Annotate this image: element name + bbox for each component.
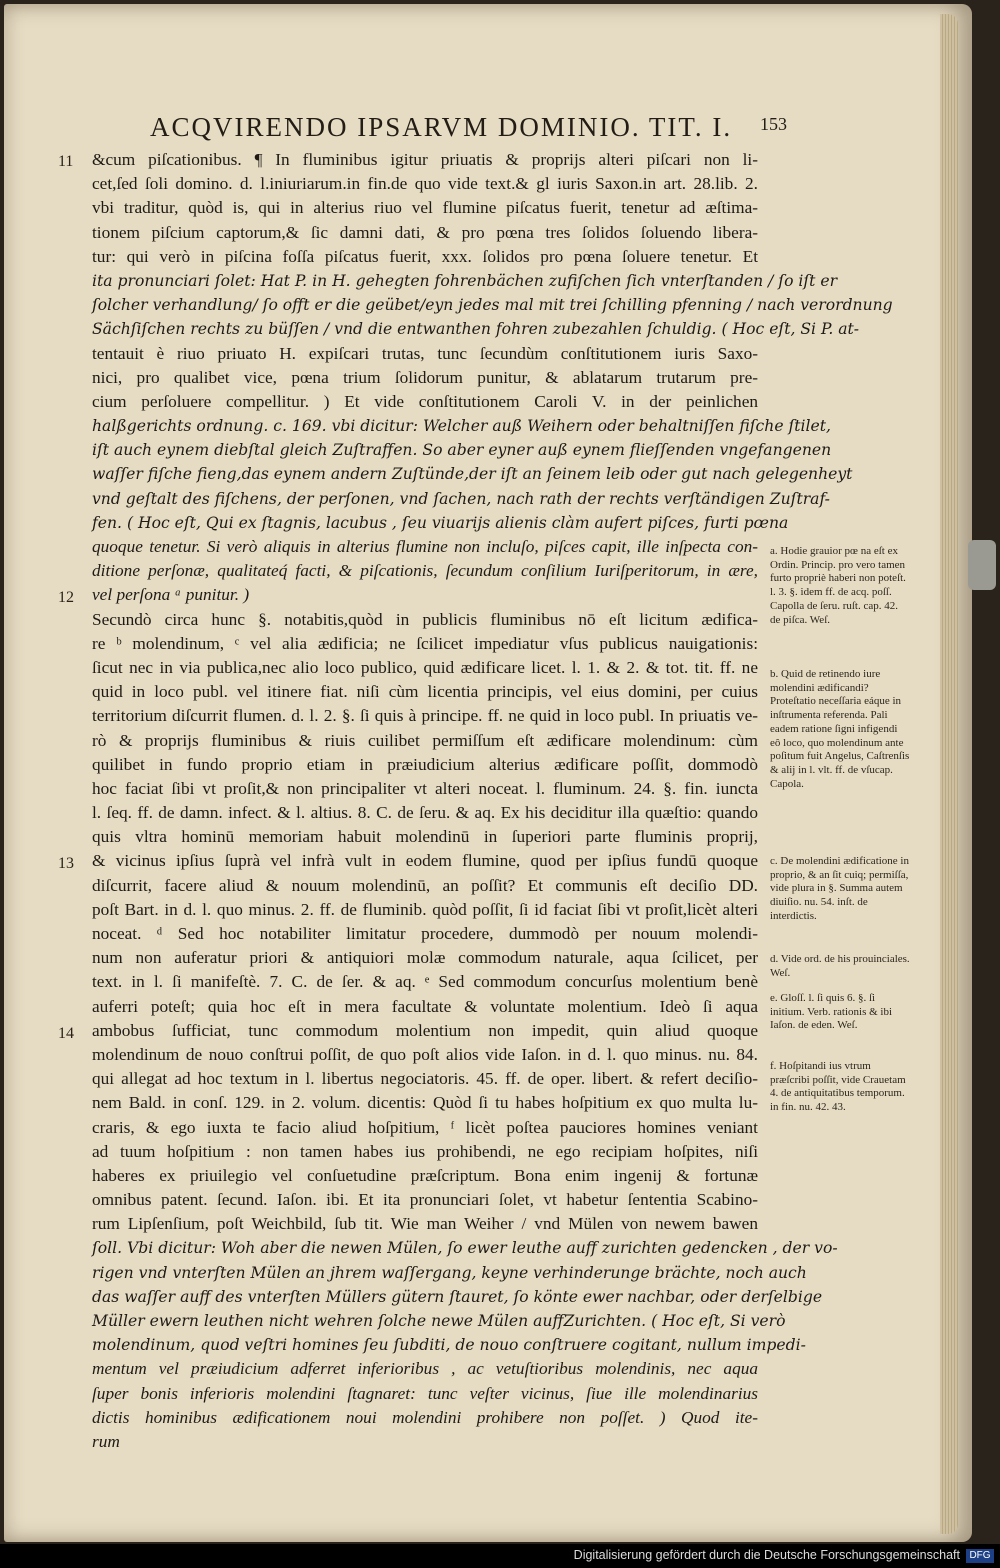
text-line: noceat. ᵈ Sed hoc notabiliter limitatur procedere, dummodò per nouum molendi-: [92, 924, 758, 943]
text-line: l. ſeq. ff. de damn. infect. & l. altius. 8. C. de ſeru. & aq. Ex his deciditur illa quæſtio: quando: [92, 803, 758, 823]
text-line: rigen vnd vnterſten Mülen an jhrem waſſergang, keyne verhinderunge brächte, noch auch: [92, 1263, 807, 1282]
marginal-note-f: f. Hoſpitandi ius vtrum præſcribi poſſit, vide Crauetam 4. de antiquitatibus temporum. in fin. nu. 42. 43.: [770, 1060, 906, 1114]
text-line: ditione perſonæ, qualitateq́ facti, & piſcationis, ſecundum conſilium Iuriſperitorum, in ære,: [92, 561, 758, 581]
line-number: 11: [58, 153, 74, 170]
text-line: qui allegat ad hoc textum in l. libertus negociatoris. 45. ff. de oper. libert. & refert deciſio-: [92, 1069, 758, 1089]
text-line: hoc faciat ſibi vt proſit,& non principaliter vt alteri noceat. l. fluminum. 24. §. fin. iuncta: [92, 778, 758, 798]
text-line: poſt Bart. in d. l. quo minus. 2. ff. de fluminib. quòd poſſit, ſi id faciat ſibi vt proſit,licèt alteri: [92, 899, 758, 919]
marginal-note-e: e. Gloſſ. l. ſi quis 6. §. ſi initium. Verb. rationis & ibi Iaſon. de eden. Weſ.: [770, 992, 893, 1032]
footer-credit: Digitalisierung gefördert durch die Deutsche Forschungsgemeinschaft: [573, 1548, 960, 1562]
text-line: & vicinus ipſius ſuprà vel infrà vult in eodem flumine, quod per ipſius fundū quoque: [92, 851, 758, 871]
running-title-text: ACQVIRENDO IPSARVM DOMINIO. TIT. I.: [150, 112, 733, 142]
page-clip: [968, 540, 996, 590]
text-line: Secundò circa hunc §. notabitis,quòd in publicis fluminibus nō eſt licitum ædifica-: [92, 609, 758, 629]
page-number: 153: [760, 114, 787, 134]
line-number: 14: [58, 1025, 74, 1042]
text-line: auferri poteſt; quia hoc eſt in mera facultate & voluntate molentium. Ideò ſi aqua: [92, 996, 758, 1016]
text-line: tionem piſcium captorum,& ſic damni dati, & pro pœna tres ſolidos ſoluendo libera-: [92, 222, 758, 242]
text-line: Sächſiſchen rechts zu büſſen / vnd die entwanthen fohren zubezahlen ſchuldig. ( Hoc eſt, Si P. at-: [92, 320, 860, 339]
text-line: fen. ( Hoc eſt, Qui ex ſtagnis, lacubus , ſeu viuarijs alienis clàm aufert piſces, furti pœna: [92, 513, 789, 532]
text-line: mentum vel præiudicium adferret inferioribus , ac vetuſtioribus molendinis, nec aqua: [92, 1359, 758, 1379]
running-title: [150, 112, 790, 143]
text-line: quis vltra hominū memoriam habuit molendinū in ſuperiori parte fluminis proprij,: [92, 827, 758, 847]
text-line: re ᵇ molendinum, ᶜ vel alia ædificia; ne ſcilicet impediatur vſus publicus nauigationis:: [92, 633, 758, 653]
footer-bar: [0, 1544, 1000, 1568]
text-line: territorium diſcurrit flumen. d. l. 2. §. ſi quis à principe. ff. ne quid in loco publ. In priuatis ve-: [92, 706, 758, 726]
text-line: waſſer fiſche fieng,das eynem andern Zuſtünde,der iſt an ſeinem leib oder gut nach gelegenheyt: [92, 465, 853, 484]
text-line: ſolcher verhandlung/ ſo offt er die geübet/eyn jedes mal mit trei ſchilling pfenning / nach verordnung: [92, 296, 893, 315]
marginal-note-a: a. Hodie grauior pœ na eſt ex Ordin. Princip. pro vero tamen furto propriè haberi non poteſt. l. 3. §. idem ff. de acq. poſſ. Capolla de ſeru. ruſt. cap. 42. de piſca. Weſ.: [770, 545, 906, 626]
text-line: ſicut nec in via publica,nec alio loco publico, quid ædificare licet. l. 1. & 2. & tot. tit. ff. ne: [92, 657, 758, 677]
text-line: rum: [92, 1431, 120, 1451]
text-line: ad tuum hoſpitium : non tamen habes ius prohibendi, ne ego recipiam hoſpites, niſi: [92, 1141, 758, 1161]
dfg-logo: DFG: [966, 1549, 994, 1563]
marginal-note-d: d. Vide ord. de his prouinciales. Weſ.: [770, 953, 910, 979]
page-edge: [940, 14, 958, 1534]
text-line: Müller ewern leuthen nicht wehren ſolche newe Mülen auffZurichten. ( Hoc eſt, Si verò: [92, 1312, 786, 1330]
text-line: haberes ex priuilegio vel conſuetudine præſcriptum. Bona enim ingenij & fortunæ: [92, 1165, 758, 1185]
text-line: nici, pro qualibet vice, pœna trium ſolidorum punitur, & ablatarum trutarum pre-: [92, 367, 758, 387]
text-line: tur: qui verò in piſcina foſſa piſcatus fuerit, xxx. ſolidos pro pœna ſoluere tenetur. Et: [92, 246, 758, 266]
text-line: das waſſer auff des vnterſten Müllers gütern ſtauret, ſo könte ewer nachbar, oder derſelbige: [92, 1287, 823, 1306]
text-line: vel perſona ᵃ punitur. ): [92, 585, 250, 605]
text-line: halßgerichts ordnung. c. 169. vbi dicitur: Welcher auß Weihern oder behaltniſſen fiſche ſtilet,: [92, 417, 831, 436]
text-line: ita pronunciari ſolet: Hat P. in H. gehegten fohrenbächen zufiſchen ſich vnterſtanden / ſo iſt er: [92, 271, 838, 290]
text-line: ambobus ſufficiat, tunc commodum molentium non impedit, quin aliud quoque: [92, 1020, 758, 1040]
text-line: omnibus patent. ſecund. Iaſon. ibi. Et ita pronunciari ſolet, vt habetur ſententia Scabino-: [92, 1190, 758, 1210]
line-number: 13: [58, 855, 74, 872]
text-line: vnd geſtalt des fiſchens, der perſonen, vnd ſachen, nach rath der rechts verſtändigen Zuſtraf-: [92, 489, 830, 508]
text-line: ſoll. Vbi dicitur: Woh aber die newen Mülen, ſo ewer leuthe auff zurichten gedencken , der vo-: [92, 1239, 838, 1258]
text-line: cium perſoluere compellitur. ) Et vide conſtitutionem Caroli V. in der peinlichen: [92, 391, 758, 411]
text-line: quilibet in fundo proprio etiam in præiudicium alterius ædificare poſſit, dommodò: [92, 754, 758, 774]
text-line: vbi traditur, quòd is, qui in alterius riuo vel flumine piſcatus fuerit, tenetur ad æſtima-: [92, 198, 758, 218]
text-line: rò & proprijs fluminibus & riuis cuilibet permiſſum eſt ædificare molendinum: cùm: [92, 730, 758, 750]
text-line: num non auferatur priori & antiquiori molæ commodum naturale, aqua ſcilicet, per: [92, 948, 758, 968]
text-line: molendinum de nouo conſtrui poſſit, de quo poſt alios vide Iaſon. in d. l. quo minus. nu. 84.: [92, 1044, 758, 1064]
text-line: tentauit è riuo priuato H. expiſcari trutas, tunc ſecundùm conſtitutionem iuris Saxo-: [92, 343, 758, 363]
text-line: ſuper bonis inferioris molendini ſtagnaret: tunc veſter vicinus, ſiue ille molendinarius: [92, 1383, 758, 1403]
marginal-note-c: c. De molendini ædificatione in proprio, & an ſit cuiq; permiſſa, vide plura in §. Summa autem diuiſio. nu. 54. inſt. de interdictis.: [770, 855, 909, 922]
text-line: cet,ſed ſoli domino. d. l.iniuriarum.in fin.de quo vide text.& gl iuris Saxon.in art. 28.lib. 2.: [92, 174, 758, 194]
text-line: &cum piſcationibus. ¶ In fluminibus igitur priuatis & proprijs alteri piſcari non li-: [92, 150, 758, 169]
text-line: quoque tenetur. Si verò aliquis in alterius flumine non incluſo, piſces capit, ille inſpecta con-: [92, 537, 758, 556]
marginal-note-b: b. Quid de retinendo iure molendini ædificandi? Proteſtatio neceſſaria eáque in inſtrumenta referenda. Pali eadem ratione ſigni infigendi eô loco, quo molendinum ante poſitum fuit Angelus, Caſtrenſis & alij in l. vlt. ff. de vſucap. Capola.: [770, 668, 910, 790]
text-line: rum Lipſenſium, poſt Weichbild, ſub tit. Wie man Weiher / vnd Mülen von newem bawen: [92, 1214, 758, 1234]
text-line: nem Bald. in conſ. 129. in 2. volum. dicentis: Quòd ſi tu habes hoſpitium ex quo multa lu-: [92, 1093, 758, 1113]
text-line: text. in l. ſi manifeſtè. 7. C. de ſer. & aq. ᵉ Sed commodum concurſus molentium benè: [92, 972, 758, 992]
text-line: iſt auch eynem diebſtal gleich Zuſtraffen. So aber eyner auß eynem flieſſenden vngefangenen: [92, 441, 832, 460]
text-line: molendinum, quod veſtri homines ſeu ſubditi, de nouo conſtruere cogitant, nullum impedi-: [92, 1336, 806, 1355]
text-line: craris, & ego iuxta te facio aliud hoſpitium, ᶠ licèt poſtea pauciores homines veniant: [92, 1117, 758, 1137]
line-number: 12: [58, 589, 74, 606]
text-line: diſcurrit, facere aliud & nouum molendinū, an poſſit? Et communis eſt deciſio DD.: [92, 875, 758, 895]
text-line: dictis hominibus ædificationem noui molendini prohibere non poſſet. ) Quod ite-: [92, 1407, 758, 1427]
text-line: quid in loco publ. vel itinere fiat. niſi cùm licentia principis, vel eius domini, per cuius: [92, 682, 758, 702]
